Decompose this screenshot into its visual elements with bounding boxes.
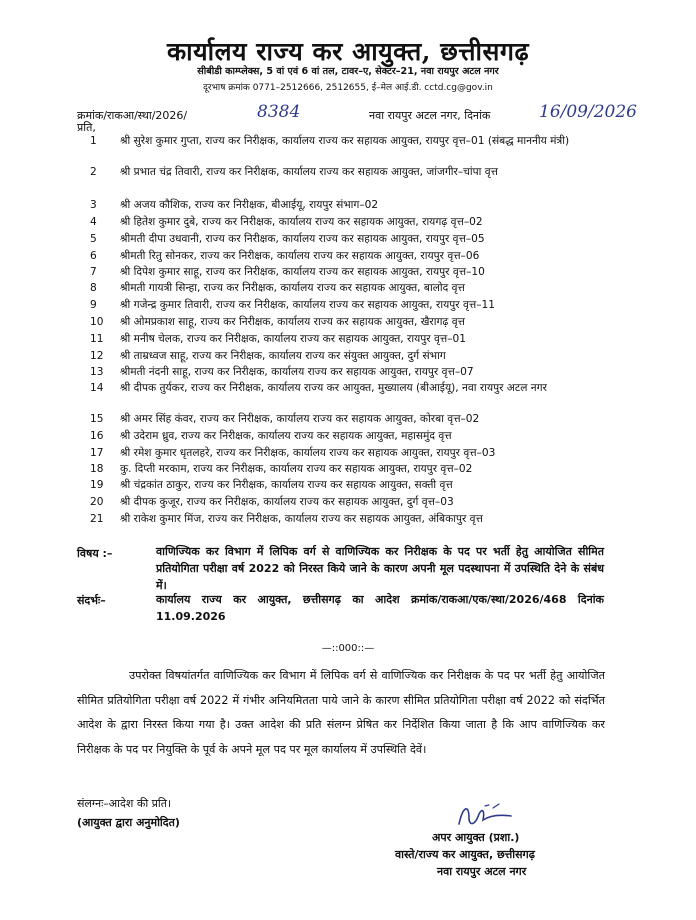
recipient-text: श्री अमर सिंह कंवर, राज्य कर निरीक्षक, कार्यालय राज्य कर सहायक आयुक्त, कोरबा वृत्त–02 bbox=[120, 413, 480, 425]
recipient-text: श्री दिपेश कुमार साहू, राज्य कर निरीक्षक, कार्यालय राज्य कर सहायक आयुक्त, रायपुर वृत्त–10 bbox=[120, 266, 485, 278]
office-title: कार्यालय राज्य कर आयुक्त, छत्तीसगढ़ bbox=[166, 37, 530, 66]
recipient-number: 17 bbox=[90, 447, 104, 459]
recipient-text: श्री सुरेश कुमार गुप्ता, राज्य कर निरीक्षक, कार्यालय राज्य कर सहायक आयुक्त, रायपुर वृत्त–01 (संबद्ध माननीय मंत्री) bbox=[120, 135, 570, 147]
signatory-office: वास्ते/राज्य कर आयुक्त, छत्तीसगढ़ bbox=[395, 848, 535, 861]
recipient-text: श्री ताम्रध्वज साहू, राज्य कर निरीक्षक, कार्यालय राज्य कर संयुक्त आयुक्त, दुर्ग संभाग bbox=[120, 350, 446, 362]
recipient-text: श्री ओमप्रकाश साहू, राज्य कर निरीक्षक, कार्यालय राज्य कर सहायक आयुक्त, खैरागढ़ वृत्त bbox=[120, 316, 465, 328]
recipient-text: श्री रमेश कुमार धृतलहरे, राज्य कर निरीक्षक, कार्यालय राज्य कर सहायक आयुक्त, रायपुर वृत्त–03 bbox=[120, 447, 496, 459]
recipient-number: 3 bbox=[90, 199, 97, 211]
recipient-text: श्री अजय कौशिक, राज्य कर निरीक्षक, बीआईयू, रायपुर संभाग–02 bbox=[120, 199, 379, 211]
recipient-number: 4 bbox=[90, 216, 97, 228]
recipient-number: 7 bbox=[90, 266, 97, 278]
recipient-text: श्रीमती दीपा उधवानी, राज्य कर निरीक्षक, कार्यालय राज्य कर सहायक आयुक्त, रायपुर वृत्त–05 bbox=[120, 233, 485, 245]
reference-prefix: क्रमांक/राकआ/स्था/2026/ bbox=[77, 109, 188, 122]
body-paragraph: उपरोक्त विषयांतर्गत वाणिज्यिक कर विभाग में लिपिक वर्ग से वाणिज्यिक कर निरीक्षक के पद पर भर्ती हेतु आयोजित सीमित प्रतियोगिता परीक्षा वर्ष 2022 में गंभीर अनियमितता पाये जाने के कारण सीमित प्रतियोगिता परीक्षा वर्ष 2022 को संदर्भित आदेश के द्वारा निरस्त किया गया है। उक्त आदेश की प्रति संलग्न प्रेषित कर निर्देशित किया जाता है कि आप वाणिज्यिक कर निरीक्षक के पद पर नियुक्ति के पूर्व के अपने मूल पद पर मूल कार्यालय में उपस्थिति देवें। bbox=[77, 669, 605, 756]
recipient-number: 14 bbox=[90, 382, 104, 394]
recipient-text: श्री उदेराम ध्रुव, राज्य कर निरीक्षक, कार्यालय राज्य कर सहायक आयुक्त, महासमुंद वृत्त bbox=[120, 430, 452, 442]
sandarbh-label: संदर्भः– bbox=[77, 594, 106, 607]
recipient-number: 21 bbox=[90, 513, 104, 525]
recipient-number: 15 bbox=[90, 413, 104, 425]
signatory-place: नवा रायपुर अटल नगर bbox=[437, 865, 527, 878]
recipient-number: 1 bbox=[90, 135, 97, 147]
recipient-text: श्री हितेश कुमार दुबे, राज्य कर निरीक्षक, कार्यालय राज्य कर सहायक आयुक्त, रायगढ़ वृत्त–02 bbox=[120, 216, 483, 228]
recipient-text: श्री दीपक कुजूर, राज्य कर निरीक्षक, कार्यालय राज्य कर सहायक आयुक्त, दुर्ग वृत्त–03 bbox=[120, 496, 454, 508]
enclosure-note: संलग्नः–आदेश की प्रति। bbox=[77, 797, 172, 810]
reference-date-handwritten: 16/09/2026 bbox=[539, 102, 637, 122]
section-separator: —::000::— bbox=[321, 643, 375, 654]
recipient-number: 19 bbox=[90, 479, 104, 491]
recipient-number: 16 bbox=[90, 430, 104, 442]
subject-label: विषय :– bbox=[77, 547, 113, 560]
recipient-number: 10 bbox=[90, 316, 104, 328]
recipient-number: 9 bbox=[90, 299, 97, 311]
recipient-text: श्री गजेन्द्र कुमार तिवारी, राज्य कर निरीक्षक, कार्यालय राज्य कर सहायक आयुक्त, रायपुर वृत्त–11 bbox=[120, 299, 495, 311]
recipient-text: श्री राकेश कुमार मिंज, राज्य कर निरीक्षक, कार्यालय राज्य कर सहायक आयुक्त, अंबिकापुर वृत्त bbox=[120, 513, 483, 525]
recipient-text: श्री प्रभात चंद्र तिवारी, राज्य कर निरीक्षक, कार्यालय राज्य कर सहायक आयुक्त, जांजगीर–चांपा वृत्त bbox=[120, 166, 498, 178]
recipient-text: श्रीमती नंदनी साहू, राज्य कर निरीक्षक, कार्यालय राज्य कर सहायक आयुक्त, रायपुर वृत्त–07 bbox=[120, 366, 474, 378]
recipient-number: 2 bbox=[90, 166, 97, 178]
reference-number-handwritten: 8384 bbox=[257, 102, 301, 122]
subject-text: वाणिज्यिक कर विभाग में लिपिक वर्ग से वाणिज्यिक कर निरीक्षक के पद पर भर्ती हेतु आयोजित सीमित प्रतियोगिता परीक्षा वर्ष 2022 को निरस्त किये जाने के कारण अपनी मूल पदस्थापना में उपस्थिति देने के संबंध में। bbox=[156, 545, 604, 592]
recipient-text: श्रीमती रितु सोनकर, राज्य कर निरीक्षक, कार्यालय राज्य कर सहायक आयुक्त, रायपुर वृत्त–06 bbox=[120, 250, 480, 262]
recipient-number: 13 bbox=[90, 366, 104, 378]
approval-note: (आयुक्त द्वारा अनुमोदित) bbox=[77, 816, 180, 829]
signatory-designation: अपर आयुक्त (प्रशा.) bbox=[432, 831, 520, 844]
recipient-number: 5 bbox=[90, 233, 97, 245]
recipient-number: 12 bbox=[90, 350, 104, 362]
office-contact: दूरभाष क्रमांक 0771–2512666, 2512655, ई–मेल आई.डी. cctd.cg@gov.in bbox=[203, 83, 493, 93]
recipient-number: 6 bbox=[90, 250, 97, 262]
recipient-text: श्रीमती गायत्री सिन्हा, राज्य कर निरीक्षक, कार्यालय राज्य कर सहायक आयुक्त, बालोद वृत्त bbox=[120, 282, 465, 294]
recipient-number: 18 bbox=[90, 463, 104, 475]
recipient-number: 20 bbox=[90, 496, 104, 508]
recipient-number: 8 bbox=[90, 282, 97, 294]
prati-label: प्रति, bbox=[77, 121, 96, 134]
recipient-text: कु. दिप्ती मरकाम, राज्य कर निरीक्षक, कार्यालय राज्य कर सहायक आयुक्त, रायपुर वृत्त–02 bbox=[120, 463, 473, 475]
signature-mark bbox=[455, 800, 515, 832]
reference-place: नवा रायपुर अटल नगर, दिनांक bbox=[369, 109, 491, 122]
office-address: सीबीडी काम्प्लेक्स, 5 वां एवं 6 वां तल, टावर–ए, सेक्टर–21, नवा रायपुर अटल नगर bbox=[197, 66, 499, 77]
recipient-text: श्री दीपक तुर्यकर, राज्य कर निरीक्षक, कार्यालय राज्य कर आयुक्त, मुख्यालय (बीआईयू), नवा रायपुर अटल नगर bbox=[120, 382, 547, 394]
recipient-text: श्री मनीष चेलक, राज्य कर निरीक्षक, कार्यालय राज्य कर सहायक आयुक्त, रायपुर वृत्त–01 bbox=[120, 333, 466, 345]
sandarbh-text: कार्यालय राज्य कर आयुक्त, छत्तीसगढ़ का आदेश क्रमांक/राकआ/एक/स्था/2026/468 दिनांक 11.09.2026 bbox=[156, 593, 604, 623]
recipient-text: श्री चंद्रकांत ठाकुर, राज्य कर निरीक्षक, कार्यालय राज्य कर सहायक आयुक्त, सक्ती वृत्त bbox=[120, 479, 453, 491]
recipient-number: 11 bbox=[90, 333, 104, 345]
reference-line bbox=[77, 104, 637, 126]
